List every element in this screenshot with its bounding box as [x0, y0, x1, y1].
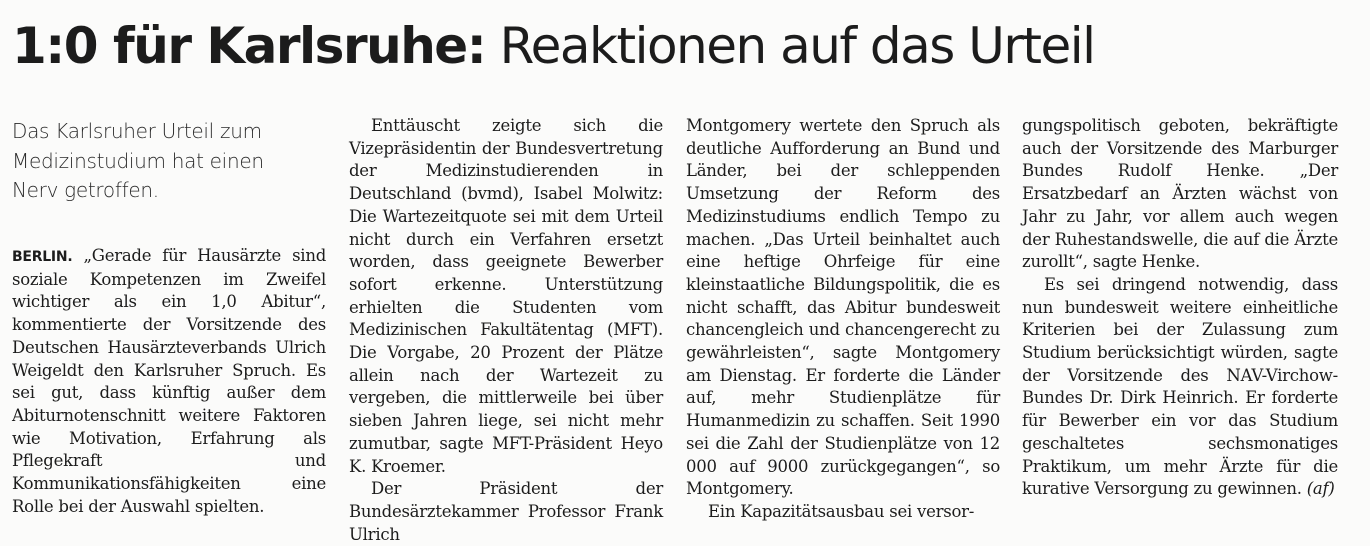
column-1-text: „Gerade für Hausärzte sind soziale Kompetenzen im Zweifel wichtiger als ein 1,0 Abitur“, kommentierte der Vorsitzende des Deutschen Hausärzteverbands Ulrich Weigeldt den Karlsruher Spruch. Es sei gut, dass künftig außer dem Abiturnotenschnitt weitere Faktoren wie Motivation, Erfahrung als Pflegekraft und Kommunikationsfähigkeiten eine Rolle bei der Auswahl spielten. [12, 246, 327, 516]
column-2-paragraph-1: Enttäuscht zeigte sich die Vizepräsidentin der Bundesvertretung der Medizinstudierenden in Deutschland (bvmd), Isabel Molwitz: Die Wartezeitquote sei mit dem Urteil nicht durch ein Verfahren ersetzt worden, dass geeignete Bewerber sofort erkenne. Unterstützung erhielten die Studenten vom Medizinischen Fakultätentag (MFT). Die Vorgabe, 20 Prozent der Plätze allein nach der Wartezeit zu vergeben, die mittlerweile bei über sieben Jahren liege, sei nicht mehr zumutbar, sagte MFT-Präsident Heyo K. Kroemer. [349, 116, 663, 476]
column-4-paragraph-2-text: Es sei dringend notwendig, dass nun bundesweit weitere einheitliche Kriterien bei der Zulassung zum Studium berücksichtigt würden, sagte der Vorsitzende des NAV-Virchow-Bundes Dr. Dirk Heinrich. Er forderte für Bewerber ein vor das Studium geschaltetes sechsmonatiges Praktikum, um mehr Ärzte für die kurative Versorgung zu gewinnen. [1022, 274, 1338, 499]
article-column-3 [686, 115, 1000, 524]
article-teaser: Das Karlsruher Urteil zum Medizinstudium hat einen Nerv getroffen. [12, 119, 264, 202]
author-initials: (af) [1306, 479, 1335, 499]
column-1-paragraph [12, 245, 326, 518]
column-2-paragraph-2: Der Präsident der Bundesärztekammer Professor Frank Ulrich [349, 479, 663, 544]
column-3-paragraph-2: Ein Kapazitätsausbau sei versor- [708, 501, 975, 521]
headline-bold-part: 1:0 für Karlsruhe: [12, 17, 486, 75]
headline-light-part: Reaktionen auf das Urteil [499, 17, 1095, 75]
dateline: BERLIN. [12, 249, 73, 265]
column-4-paragraph-1: gungspolitisch geboten, bekräftigte auch der Vorsitzende des Marburger Bundes Rudolf Henke. „Der Ersatzbedarf an Ärzten wächst von Jahr zu Jahr, vor allem auch wegen der Ruhestandswelle, die auf die Ärzte zurollt“, sagte Henke. [1022, 116, 1338, 272]
article-column-1 [12, 245, 326, 518]
article-headline [12, 14, 1095, 78]
column-3-paragraph-1: Montgomery wertete den Spruch als deutliche Aufforderung an Bund und Länder, bei der schleppenden Umsetzung der Reform des Medizinstudiums endlich Tempo zu machen. „Das Urteil beinhaltet auch eine heftige Ohrfeige für eine kleinstaatliche Bildungspolitik, die es nicht schafft, das Abitur bundesweit chancengleich und chancengerecht zu gewährleisten“, sagte Montgomery am Dienstag. Er forderte die Länder auf, mehr Studienplätze für Humanmedizin zu schaffen. Seit 1990 sei die Zahl der Studienplätze von 12 000 auf 9000 zurückgegangen“, so Montgomery. [686, 116, 1000, 499]
article-column-4 [1022, 115, 1338, 501]
column-4-paragraph-2 [1022, 274, 1338, 501]
article-column-2 [349, 115, 663, 546]
